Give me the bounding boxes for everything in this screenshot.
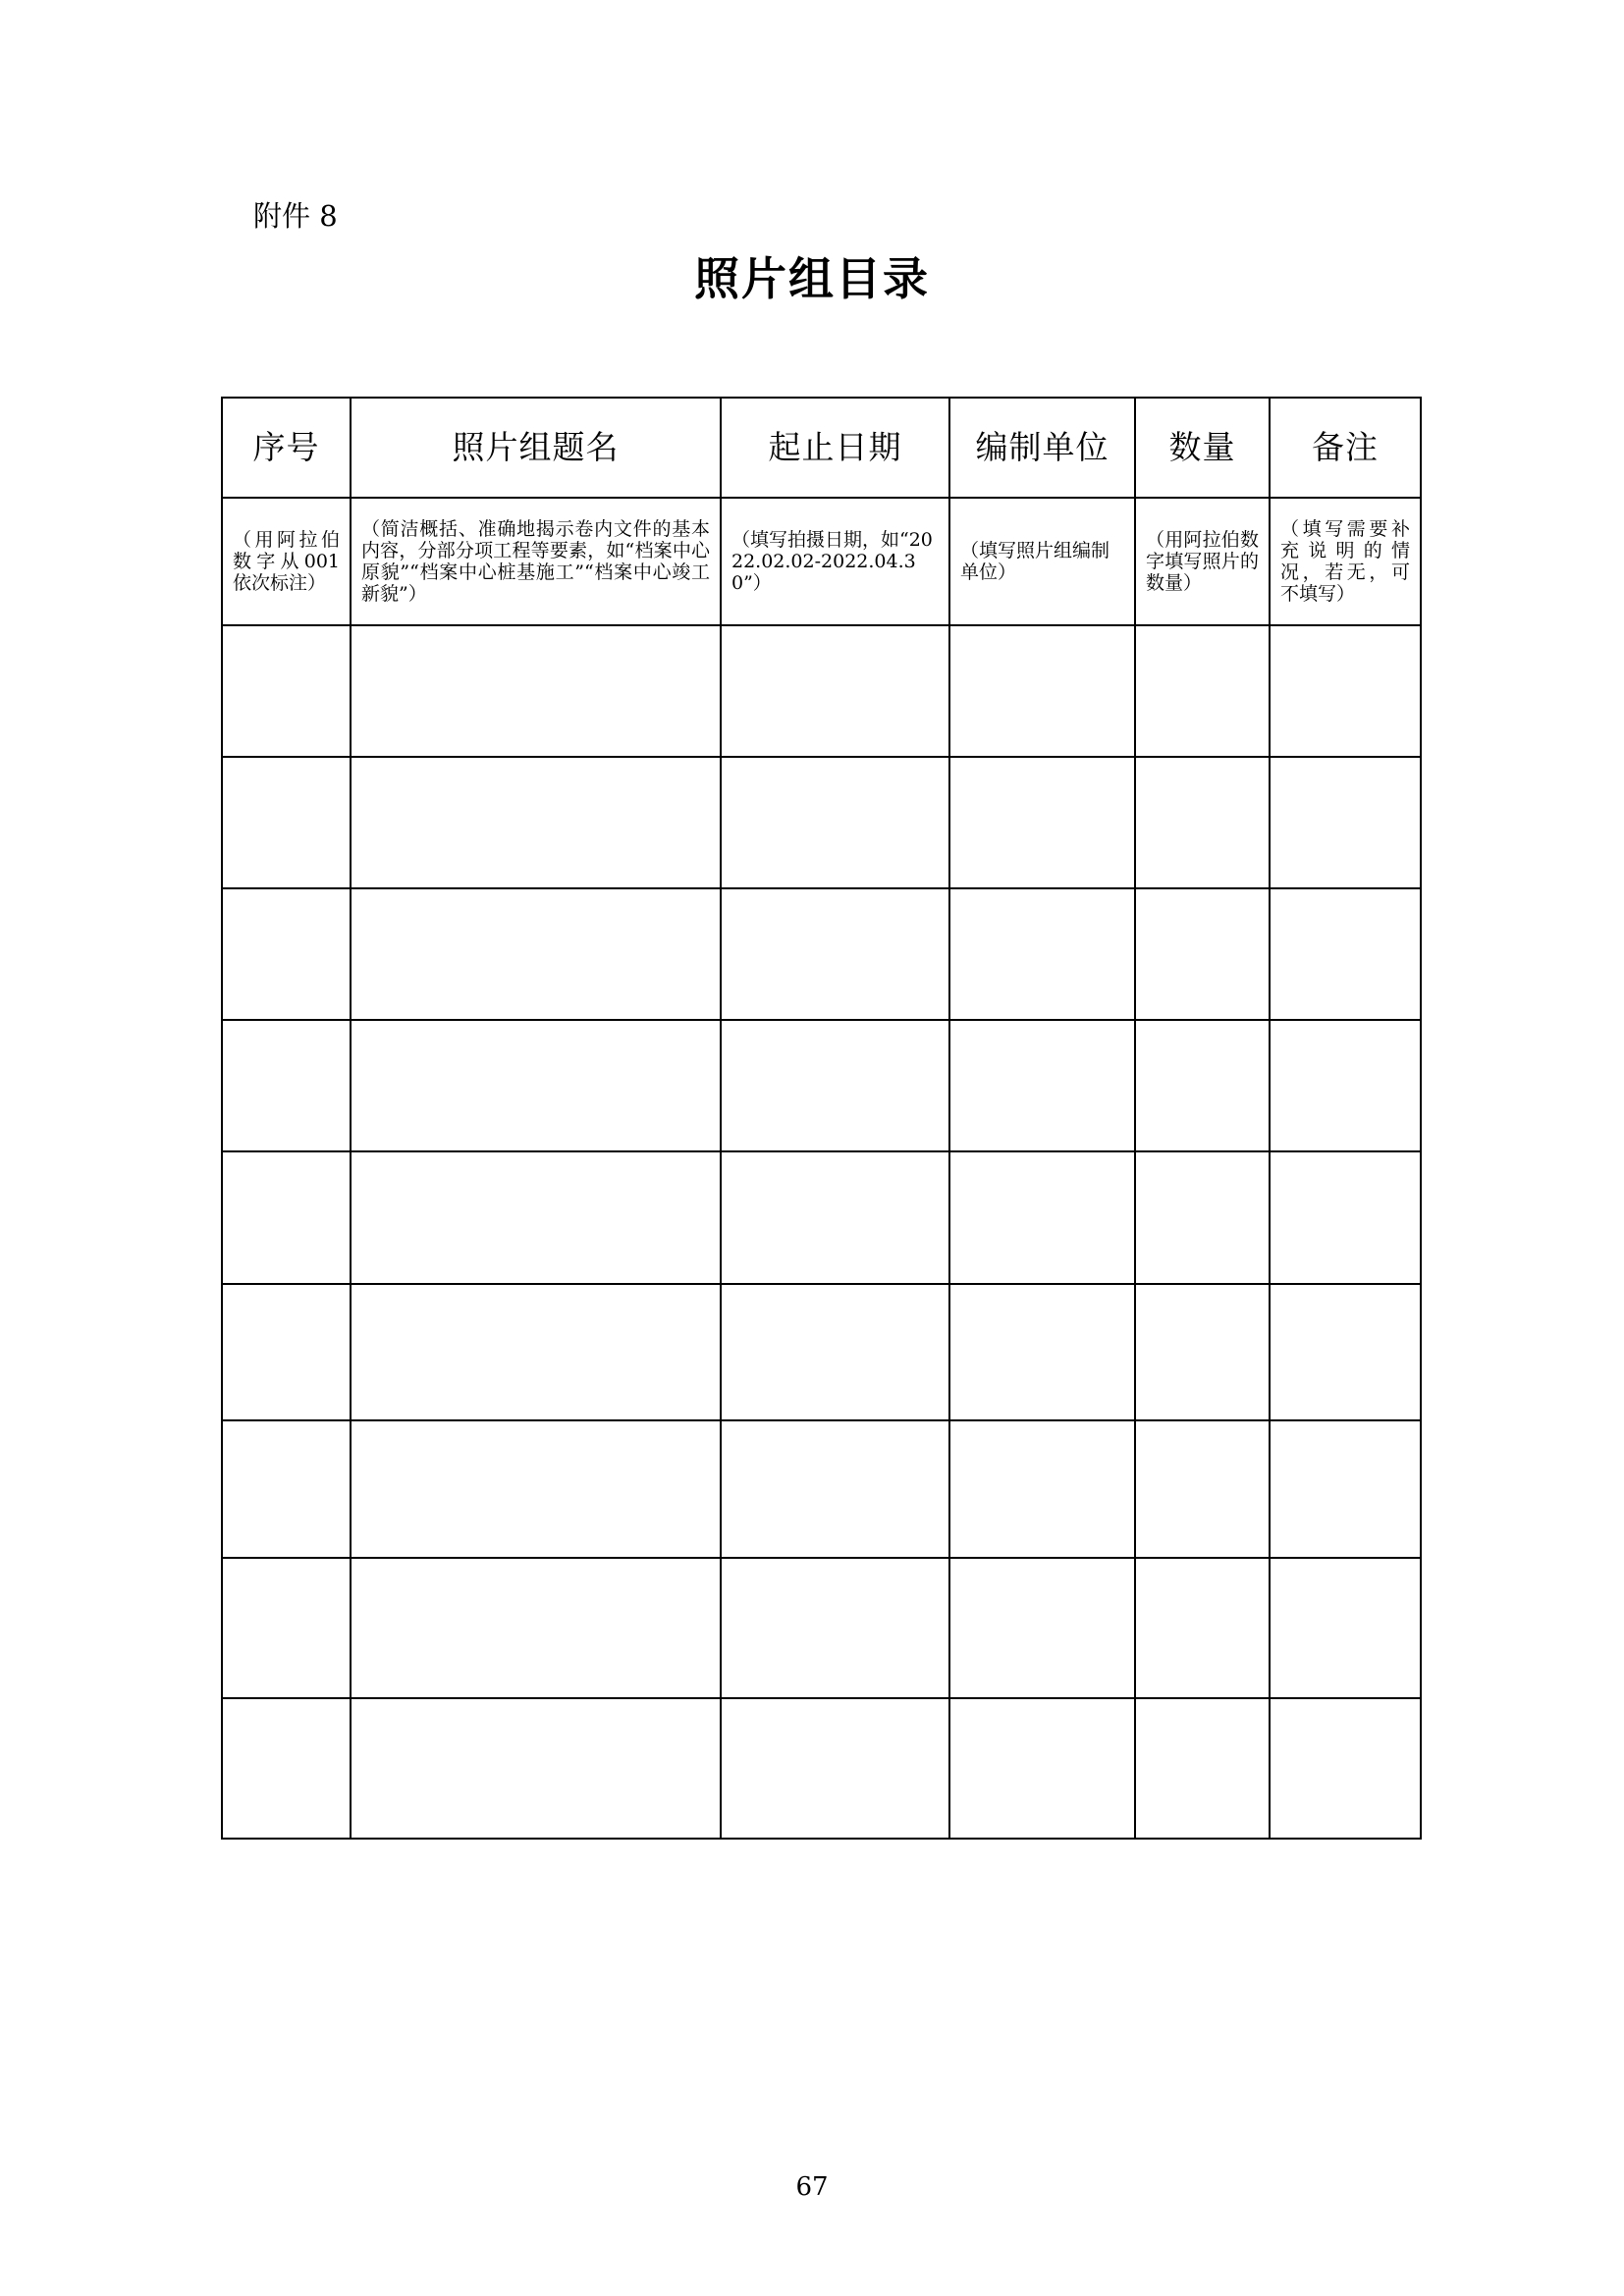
cell-quantity[interactable] [1135,1151,1270,1284]
cell-serial-number[interactable] [222,625,351,757]
instruction-text: （用阿拉伯数字从001依次标注） [233,529,340,594]
column-header-date-range: 起止日期 [721,398,949,498]
instruction-date-range [721,498,949,625]
table-row [222,757,1421,888]
cell-photo-group-title[interactable] [351,888,721,1020]
cell-remarks[interactable] [1270,1558,1421,1698]
cell-compiling-unit[interactable] [949,1284,1135,1420]
table-row [222,1020,1421,1151]
cell-photo-group-title[interactable] [351,1020,721,1151]
cell-date-range[interactable] [721,1284,949,1420]
table-instruction-row [222,498,1421,625]
cell-quantity[interactable] [1135,1420,1270,1558]
cell-quantity[interactable] [1135,1284,1270,1420]
cell-photo-group-title[interactable] [351,1558,721,1698]
cell-date-range[interactable] [721,1020,949,1151]
cell-serial-number[interactable] [222,1558,351,1698]
cell-serial-number[interactable] [222,1698,351,1839]
cell-remarks[interactable] [1270,1151,1421,1284]
cell-quantity[interactable] [1135,1558,1270,1698]
cell-date-range[interactable] [721,1558,949,1698]
cell-date-range[interactable] [721,1151,949,1284]
instruction-photo-group-title [351,498,721,625]
table-header-row [222,398,1421,498]
instruction-text: （简洁概括、准确地揭示卷内文件的基本内容，分部分项工程等要素，如“档案中心原貌”“档案中心桩基施工”“档案中心竣工新貌”） [361,518,710,605]
attachment-label: 附件 8 [253,199,338,233]
entry-rows [222,625,1421,1839]
cell-date-range[interactable] [721,1698,949,1839]
cell-quantity[interactable] [1135,757,1270,888]
table-row [222,1558,1421,1698]
instruction-text: （填写需要补充说明的情况，若无，可不填写） [1280,518,1410,605]
cell-photo-group-title[interactable] [351,1420,721,1558]
cell-compiling-unit[interactable] [949,625,1135,757]
cell-quantity[interactable] [1135,888,1270,1020]
instruction-text: （用阿拉伯数字填写照片的数量） [1146,529,1259,594]
table-row [222,1420,1421,1558]
cell-serial-number[interactable] [222,1284,351,1420]
column-header-compiling-unit: 编制单位 [949,398,1135,498]
cell-serial-number[interactable] [222,888,351,1020]
table-row [222,888,1421,1020]
instruction-text: （填写拍摄日期，如“2022.02.02-2022.04.30”） [731,529,933,594]
cell-remarks[interactable] [1270,757,1421,888]
cell-remarks[interactable] [1270,1420,1421,1558]
cell-serial-number[interactable] [222,757,351,888]
cell-compiling-unit[interactable] [949,1020,1135,1151]
cell-photo-group-title[interactable] [351,1151,721,1284]
cell-date-range[interactable] [721,757,949,888]
column-header-remarks: 备注 [1270,398,1421,498]
cell-photo-group-title[interactable] [351,757,721,888]
cell-compiling-unit[interactable] [949,757,1135,888]
page-title: 照片组目录 [694,252,930,305]
cell-serial-number[interactable] [222,1020,351,1151]
cell-compiling-unit[interactable] [949,1558,1135,1698]
cell-photo-group-title[interactable] [351,1698,721,1839]
column-header-serial-number: 序号 [222,398,351,498]
cell-remarks[interactable] [1270,625,1421,757]
table-row [222,1151,1421,1284]
cell-date-range[interactable] [721,1420,949,1558]
cell-serial-number[interactable] [222,1151,351,1284]
cell-photo-group-title[interactable] [351,1284,721,1420]
instruction-quantity [1135,498,1270,625]
instruction-compiling-unit [949,498,1135,625]
cell-remarks[interactable] [1270,1698,1421,1839]
cell-remarks[interactable] [1270,888,1421,1020]
cell-photo-group-title[interactable] [351,625,721,757]
photo-group-catalog-table [221,397,1422,1840]
cell-compiling-unit[interactable] [949,888,1135,1020]
instruction-text: （填写照片组编制单位） [960,540,1110,583]
cell-date-range[interactable] [721,625,949,757]
cell-quantity[interactable] [1135,1698,1270,1839]
page-number: 67 [795,2172,829,2202]
cell-quantity[interactable] [1135,625,1270,757]
cell-quantity[interactable] [1135,1020,1270,1151]
cell-serial-number[interactable] [222,1420,351,1558]
table-row [222,1698,1421,1839]
cell-compiling-unit[interactable] [949,1420,1135,1558]
column-header-quantity: 数量 [1135,398,1270,498]
cell-date-range[interactable] [721,888,949,1020]
cell-compiling-unit[interactable] [949,1151,1135,1284]
instruction-remarks [1270,498,1421,625]
cell-compiling-unit[interactable] [949,1698,1135,1839]
instruction-serial-number [222,498,351,625]
cell-remarks[interactable] [1270,1020,1421,1151]
table-row [222,625,1421,757]
cell-remarks[interactable] [1270,1284,1421,1420]
column-header-photo-group-title: 照片组题名 [351,398,721,498]
table-row [222,1284,1421,1420]
